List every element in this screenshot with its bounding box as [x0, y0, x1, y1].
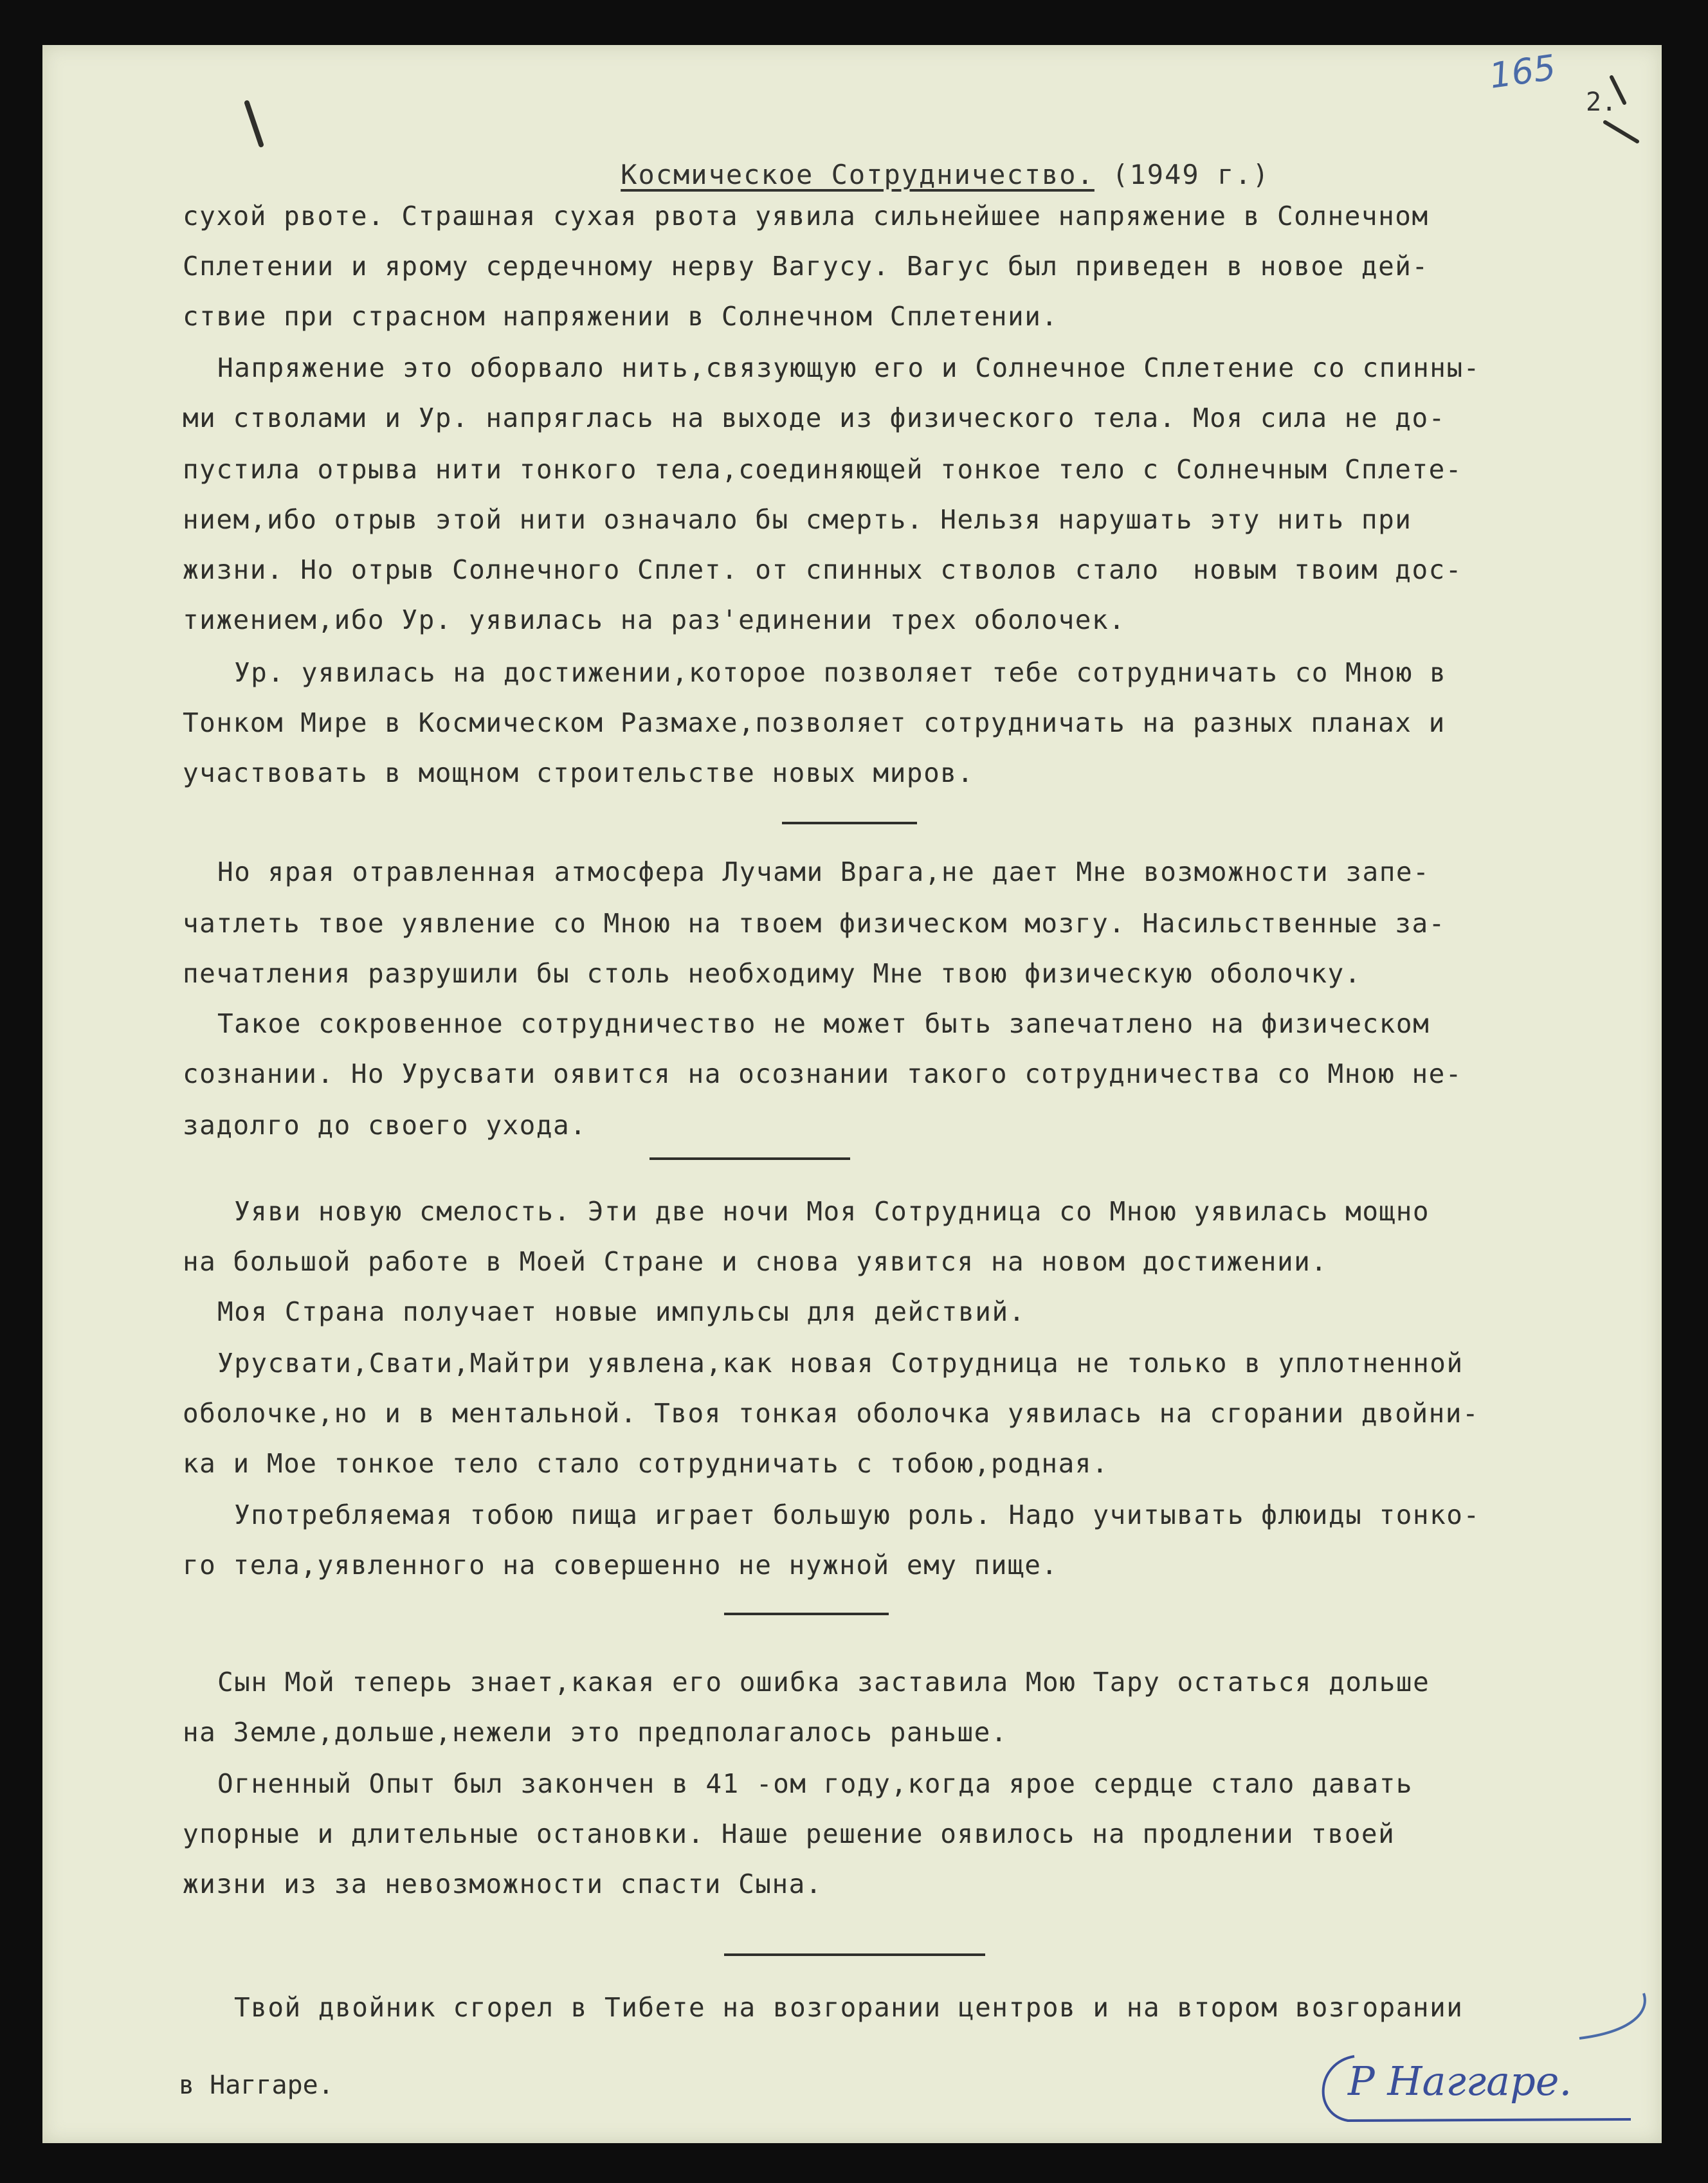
text-line: нием,ибо отрыв этой нити означало бы смерть. Нельзя нарушать эту нить при [183, 504, 1412, 535]
text-line: Сын Мой теперь знает,какая его ошибка заставила Мою Тару остаться дольше [217, 1667, 1430, 1698]
pencil-bracket-icon [1573, 1987, 1657, 2045]
text-line: Тонком Мире в Космическом Размахе,позволяет сотрудничать на разных планах и [183, 707, 1446, 738]
footnote: в Наггаре. [179, 2070, 334, 2100]
text-line: ка и Мое тонкое тело стало сотрудничать с тобою,родная. [183, 1448, 1109, 1479]
text-line: упорные и длительные остановки. Наше решение оявилось на продлении твоей [183, 1818, 1395, 1849]
text-line: Огненный Опыт был закончен в 41 -ом году,когда ярое сердце стало давать [217, 1768, 1413, 1799]
text-line: го тела,уявленного на совершенно не нужной ему пище. [183, 1550, 1058, 1581]
section-divider [650, 1157, 850, 1160]
ink-mark-icon [1599, 71, 1657, 148]
title-year: (1949 г.) [1112, 159, 1270, 190]
archive-number: 165 [1487, 47, 1558, 96]
text-line: на большой работе в Моей Стране и снова уявится на новом достижении. [183, 1246, 1328, 1277]
text-line: жизни из за невозможности спасти Сына. [183, 1869, 822, 1899]
text-line: сухой рвоте. Страшная сухая рвота уявила сильнейшее напряжение в Солнечном [183, 201, 1429, 231]
text-line: ствие при страсном напряжении в Солнечном Сплетении. [183, 301, 1058, 332]
text-line: Твой двойник сгорел в Тибете на возгорании центров и на втором возгорании [234, 1992, 1464, 2023]
text-line: Моя Страна получает новые импульсы для действий. [217, 1296, 1026, 1327]
section-divider [782, 822, 917, 824]
text-line: Но ярая отравленная атмосфера Лучами Врага,не дает Мне возможности запе- [217, 856, 1430, 887]
text-line: чатлеть твое уявление со Мною на твоем физическом мозгу. Насильственные за- [183, 908, 1446, 939]
text-line: Уяви новую смелость. Эти две ночи Моя Сотрудница со Мною уявилась мощно [234, 1196, 1430, 1227]
section-divider [724, 1953, 985, 1956]
signature: Р Наггаре. [1348, 2058, 1572, 2105]
text-line: Употребляемая тобою пища играет большую роль. Надо учитывать флюиды тонко- [234, 1499, 1480, 1530]
document-page [42, 45, 1662, 2143]
text-line: оболочке,но и в ментальной. Твоя тонкая оболочка уявилась на сгорании двойни- [183, 1398, 1480, 1429]
text-line: тижением,ибо Ур. уявилась на раз'единении трех оболочек. [183, 604, 1126, 635]
text-line: Сплетении и ярому сердечному нерву Вагусу. Вагус был приведен в новое дей- [183, 251, 1429, 282]
text-line: ми стволами и Ур. напряглась на выходе из физического тела. Моя сила не до- [183, 403, 1446, 433]
text-line: Урусвати,Свати,Майтри уявлена,как новая Сотрудница не только в уплотненной [217, 1348, 1464, 1379]
text-line: участвовать в мощном строительстве новых миров. [183, 757, 974, 788]
section-divider [724, 1613, 889, 1615]
text-line: Напряжение это оборвало нить,связующую его и Солнечное Сплетение со спинны- [217, 352, 1480, 383]
title-text: Космическое Сотрудничество. [621, 159, 1095, 190]
text-line: сознании. Но Урусвати оявится на осознании такого сотрудничества со Мною не- [183, 1058, 1462, 1089]
text-line: пустила отрыва нити тонкого тела,соединяющей тонкое тело с Солнечным Сплете- [183, 454, 1462, 485]
text-line: Такое сокровенное сотрудничество не может быть запечатлено на физическом [217, 1008, 1430, 1039]
text-line: жизни. Но отрыв Солнечного Сплет. от спинных стволов стало новым твоим дос- [183, 554, 1462, 585]
ink-mark-icon [242, 100, 268, 151]
text-line: Ур. уявилась на достижении,которое позволяет тебе сотрудничать со Мною в [234, 657, 1447, 688]
text-line: печатления разрушили бы столь необходиму Мне твою физическую оболочку. [183, 958, 1361, 989]
page-number: 2. [1586, 87, 1617, 117]
text-line: задолго до своего ухода. [183, 1110, 587, 1141]
text-line: на Земле,дольше,нежели это предполагалось раньше. [183, 1717, 1008, 1748]
